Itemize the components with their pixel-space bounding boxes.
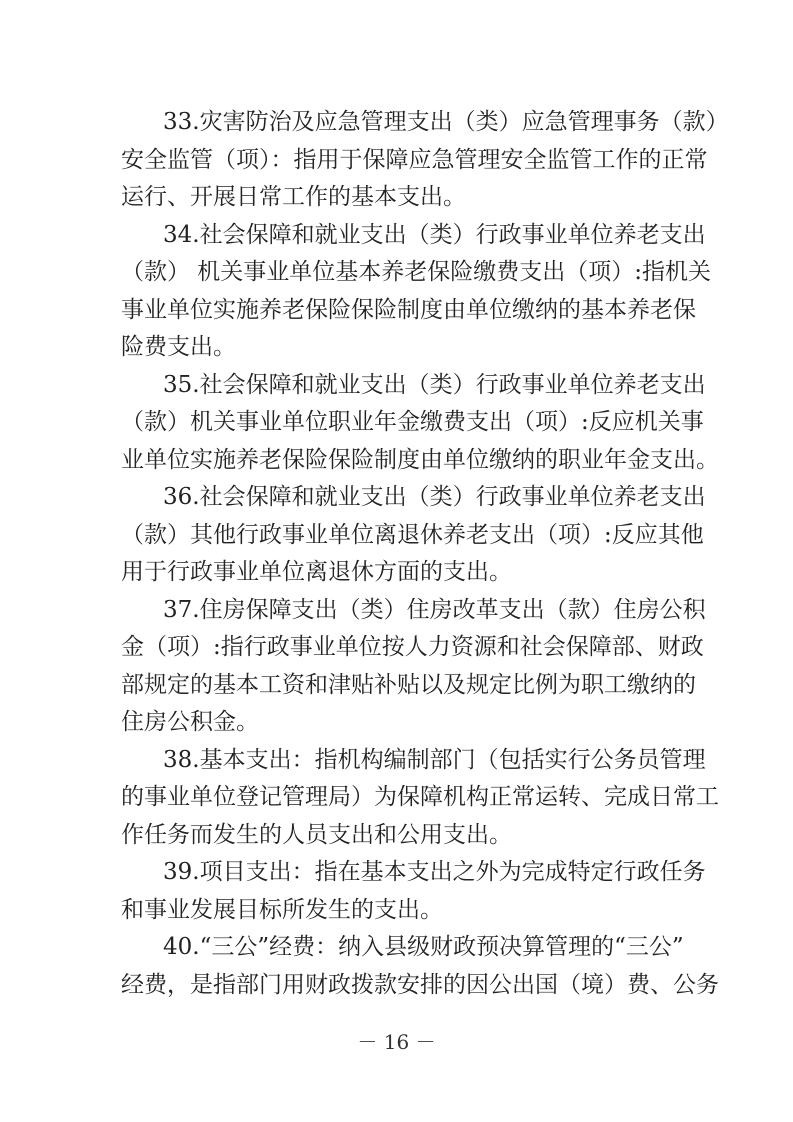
text-line: 33.灾害防治及应急管理支出（类）应急管理事务（款）: [163, 109, 729, 135]
paragraph: [121, 742, 719, 855]
paragraph: [121, 367, 719, 480]
text-line: 38.基本支出：指机构编制部门（包括实行公务员管理: [163, 746, 706, 773]
text-line: （款）其他行政事业单位离退休养老支出（项）:反应其他: [121, 521, 704, 548]
text-line: 36.社会保障和就业支出（类）行政事业单位养老支出: [163, 484, 706, 510]
text-line: 用于行政事业单位离退休方面的支出。: [121, 559, 512, 585]
text-line: 安全监管（项）：指用于保障应急管理安全监管工作的正常: [121, 146, 708, 173]
text-line: 事业单位实施养老保险保险制度由单位缴纳的基本养老保: [121, 296, 696, 323]
text-line: 住房公积金。: [121, 709, 259, 735]
text-line: 运行、开展日常工作的基本支出。: [121, 184, 466, 210]
page-number: － 16 －: [357, 1030, 436, 1054]
text-line: 35.社会保障和就业支出（类）行政事业单位养老支出: [163, 371, 706, 398]
text-line: 经费，是指部门用财政拨款安排的因公出国（境）费、公务: [121, 971, 719, 998]
text-line: 作任务而发生的人员支出和公用支出。: [121, 821, 512, 848]
text-line: 39.项目支出：指在基本支出之外为完成特定行政任务: [163, 859, 706, 885]
text-line: （款） 机关事业单位基本养老保险缴费支出（项）:指机关: [121, 259, 712, 285]
text-line: 部规定的基本工资和津贴补贴以及规定比例为职工缴纳的: [121, 671, 696, 698]
text-line: 金（项）:指行政事业单位按人力资源和社会保障部、财政: [121, 634, 704, 660]
text-line: 业单位实施养老保险保险制度由单位缴纳的职业年金支出。: [121, 446, 719, 473]
text-line: （款）机关事业单位职业年金缴费支出（项）:反应机关事: [121, 409, 704, 435]
paragraph: [121, 929, 719, 1004]
text-line: 险费支出。: [121, 334, 236, 360]
paragraph: [121, 479, 706, 592]
text-line: 和事业发展目标所发生的支出。: [121, 896, 443, 923]
text-line: 34.社会保障和就业支出（类）行政事业单位养老支出: [163, 221, 706, 248]
paragraph: [121, 592, 706, 742]
text-line: 40.“三公”经费：纳入县级财政预决算管理的“三公”: [163, 934, 684, 960]
text-line: 的事业单位登记管理局）为保障机构正常运转、完成日常工: [121, 784, 719, 810]
paragraph: [121, 217, 712, 367]
paragraph: [121, 104, 729, 217]
paragraph: [121, 854, 706, 929]
text-line: 37.住房保障支出（类）住房改革支出（款）住房公积: [163, 596, 706, 623]
document-body: [121, 104, 729, 1004]
